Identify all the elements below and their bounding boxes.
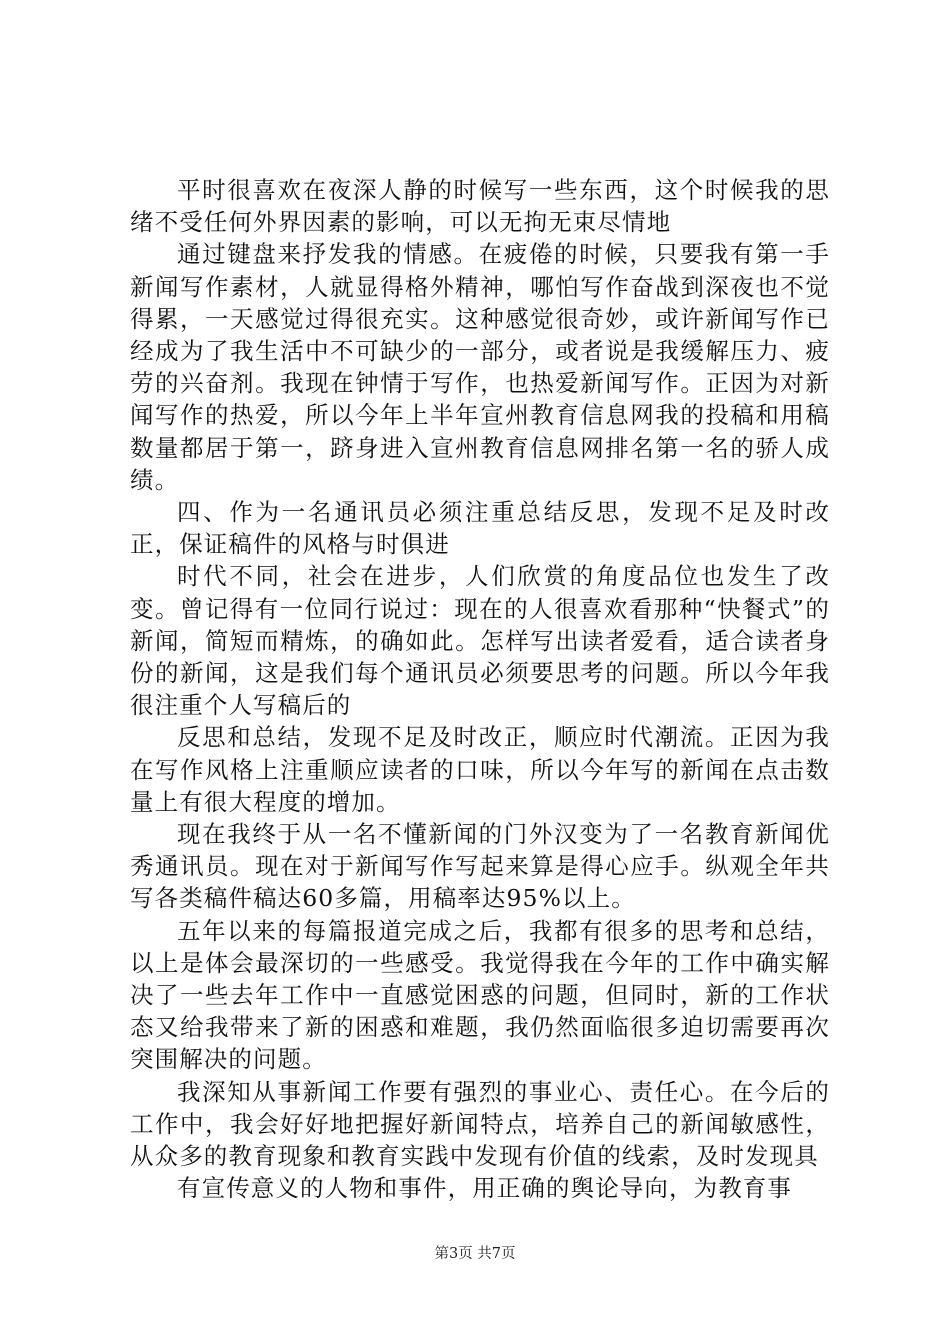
paragraph: 现在我终于从一名不懂新闻的门外汉变为了一名教育新闻优秀通讯员。现在对于新闻写作写起来算是得心应手。纵观全年共写各类稿件稿达60多篇，用稿率达95%以上。 [130, 820, 830, 913]
paragraph: 我深知从事新闻工作要有强烈的事业心、责任心。在今后的工作中，我会好好地把握好新闻特点，培养自己的新闻敏感性，从众多的教育现象和教育实践中发现有价值的线索，及时发现具 [130, 1077, 830, 1171]
paragraph: 反思和总结，发现不足及时改正，顺应时代潮流。正因为我在写作风格上注重顺应读者的口味，所以今年写的新闻在点击数量上有很大程度的增加。 [130, 723, 830, 816]
section-heading-paragraph: 四、作为一名通讯员必须注重总结反思，发现不足及时改正，保证稿件的风格与时俱进 [130, 498, 830, 559]
paragraph: 平时很喜欢在夜深人静的时候写一些东西，这个时候我的思绪不受任何外界因素的影响，可以无拘无束尽情地 [130, 176, 830, 237]
paragraph: 时代不同，社会在进步，人们欣赏的角度品位也发生了改变。曾记得有一位同行说过：现在的人很喜欢看那种“快餐式”的新闻，简短而精炼，的确如此。怎样写出读者爱看，适合读者身份的新闻，这是我们每个通讯员必须要思考的问题。所以今年我很注重个人写稿后的 [130, 562, 830, 720]
paragraph: 有宣传意义的人物和事件，用正确的舆论导向，为教育事 [177, 1174, 792, 1203]
paragraph: 通过键盘来抒发我的情感。在疲倦的时候，只要我有第一手新闻写作素材，人就显得格外精神，哪怕写作奋战到深夜也不觉得累，一天感觉过得很充实。这种感觉很奇妙，或许新闻写作已经成为了我生活中不可缺少的一部分，或者说是我缓解压力、疲劳的兴奋剂。我现在钟情于写作，也热爱新闻写作。正因为对新闻写作的热爱，所以今年上半年宣州教育信息网我的投稿和用稿数量都居于第一，跻身进入宣州教育信息网排名第一名的骄人成绩。 [130, 240, 830, 494]
paragraph: 五年以来的每篇报道完成之后，我都有很多的思考和总结，以上是体会最深切的一些感受。我觉得我在今年的工作中确实解决了一些去年工作中一直感觉困惑的问题，但同时，新的工作状态又给我带来了新的困惑和难题，我仍然面临很多迫切需要再次突围解决的问题。 [130, 916, 830, 1074]
page-number-footer: 第3页 共7页 [434, 1246, 516, 1262]
document-body [130, 174, 830, 1205]
